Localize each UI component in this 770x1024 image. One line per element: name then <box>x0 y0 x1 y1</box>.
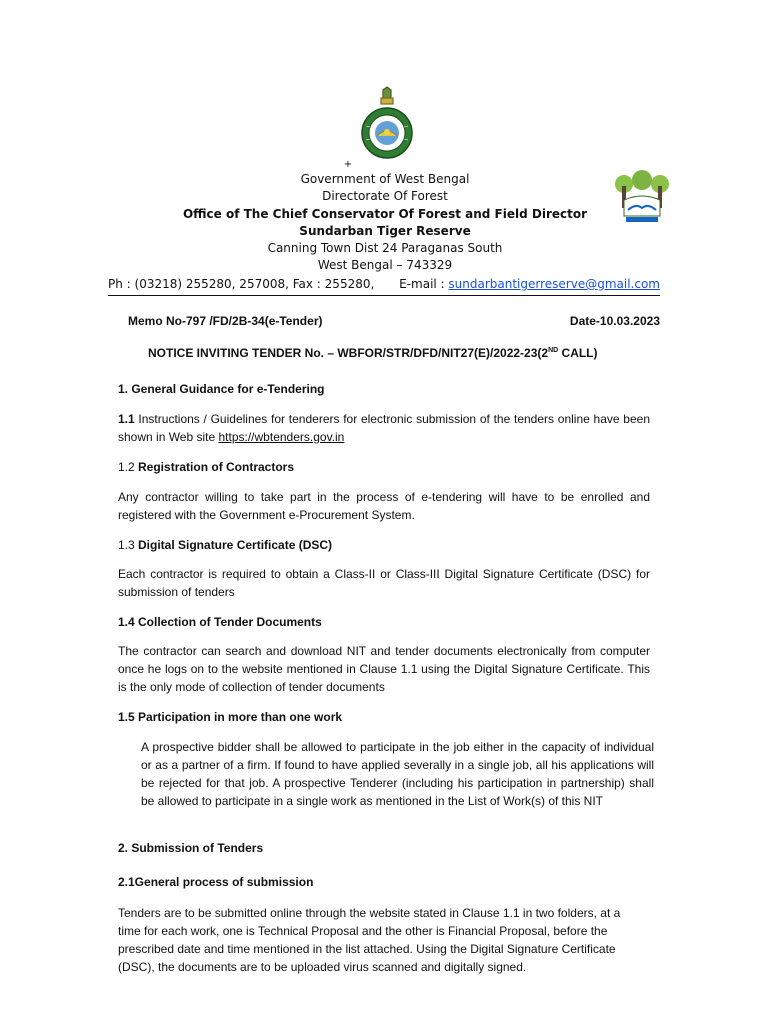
email-link[interactable]: sundarbantigerreserve@gmail.com <box>448 277 660 291</box>
wbtenders-link[interactable]: https://wbtenders.gov.in <box>218 430 345 444</box>
section-1-1-text: Instructions / Guidelines for tenderers for electronic submission of the tenders online have been shown in Web site <box>118 412 650 444</box>
section-1-4-text: The contractor can search and download NIT and tender documents electronically from computer once he logs on to the website mentioned in Clause 1.1 using the Digital Signature Certificate. This is the only mode of collection of tender documents <box>118 644 650 694</box>
section-2-1-text: Tenders are to be submitted online through the website stated in Clause 1.1 in two folders, at a time for each work, one is Technical Proposal and the other is Financial Proposal, before the prescribed date and time mentioned in the list attached. Using the Digital Signature Certificate (DSC), the documents are to be uploaded virus scanned and digitally signed. <box>118 906 621 974</box>
section-1-3-title: Digital Signature Certificate (DSC) <box>138 538 333 552</box>
section-1-1-paragraph <box>118 410 650 446</box>
notice-text: NOTICE INVITING TENDER No. – WBFOR/STR/DFD/NIT27(E)/2022-23(2 <box>148 346 549 360</box>
email-label: E-mail : <box>399 277 449 291</box>
section-1-3-number: 1.3 <box>118 538 139 552</box>
section-1-3-text: Each contractor is required to obtain a Class-II or Class-III Digital Signature Certificate (DSC) for submission of tenders <box>118 567 650 599</box>
section-1-2-number: 1.2 <box>118 460 139 474</box>
west-bengal-emblem-icon <box>354 86 420 160</box>
contact-line <box>108 276 660 296</box>
section-1-2-heading <box>118 458 650 476</box>
email-block <box>399 276 660 293</box>
notice-title <box>148 346 598 360</box>
header-state: West Bengal – 743329 <box>317 258 453 272</box>
section-1-5-text: A prospective bidder shall be allowed to participate in the job either in the capacity of individual or as a partner of a firm. If found to have applied severally in a single job, all his applications will be rejected for that job. A prospective Tenderer (including his participation in partnership) shall be allowed to participate in a single work as mentioned in the List of Work(s) of this NIT <box>141 740 654 808</box>
section-1-heading: 1. General Guidance for e-Tendering <box>118 382 325 396</box>
memo-date: Date-10.03.2023 <box>569 314 660 328</box>
section-1-2-text: Any contractor willing to take part in the process of e-tendering will have to be enrolled and registered with the Government e-Procurement System. <box>118 490 650 522</box>
header-directorate: Directorate Of Forest <box>322 189 448 203</box>
header-office: Office of The Chief Conservator Of Forest and Field Director <box>182 207 588 221</box>
header-reserve: Sundarban Tiger Reserve <box>299 224 471 238</box>
memo-line <box>128 314 660 328</box>
notice-tail: CALL) <box>558 346 598 360</box>
section-1-3-heading <box>118 536 650 554</box>
section-2-heading: 2. Submission of Tenders <box>118 841 264 855</box>
section-1-4-heading: 1.4 Collection of Tender Documents <box>118 615 322 629</box>
memo-number: Memo No-797 /FD/2B-34(e-Tender) <box>128 314 323 328</box>
section-1-1-number: 1.1 <box>118 412 135 426</box>
section-2-1-heading: 2.1General process of submission <box>118 875 314 889</box>
header-mark: + <box>343 159 353 170</box>
phone-fax: Ph : (03218) 255280, 257008, Fax : 255280, <box>108 277 375 291</box>
notice-sup: ND <box>548 347 559 354</box>
header-address: Canning Town Dist 24 Paraganas South <box>267 241 503 255</box>
section-1-2-title: Registration of Contractors <box>138 460 295 474</box>
section-1-5-heading: 1.5 Participation in more than one work <box>118 710 343 724</box>
header-government: Government of West Bengal <box>300 172 470 186</box>
